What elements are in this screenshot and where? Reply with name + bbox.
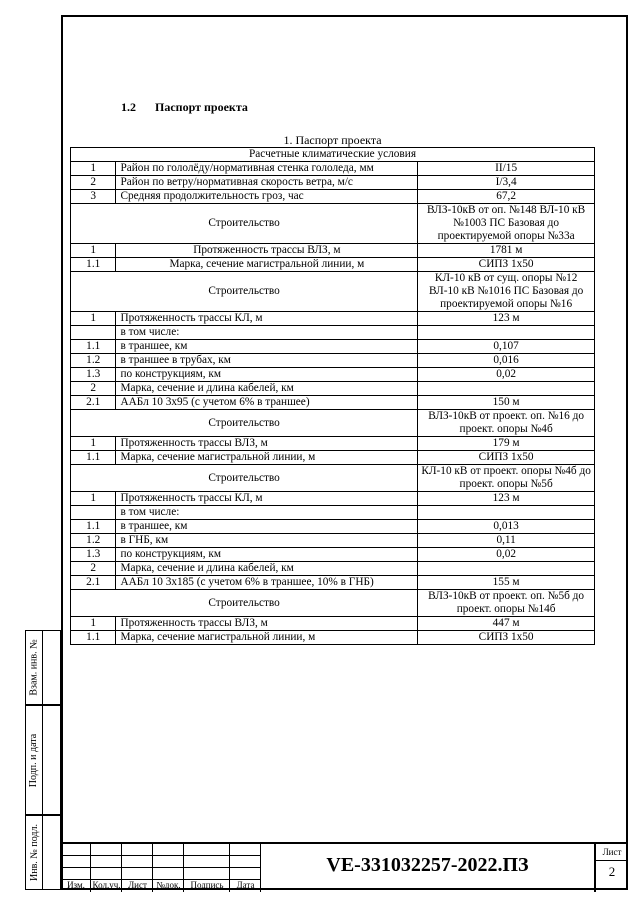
table-row bbox=[71, 162, 595, 176]
table-row bbox=[71, 258, 595, 272]
table-row bbox=[71, 382, 595, 396]
parameter-name: в ГНБ, км bbox=[116, 534, 418, 548]
parameter-value: 447 м bbox=[418, 617, 595, 631]
construction-description: КЛ-10 кВ от сущ. опоры №12 ВЛ-10 кВ №1016 ПС Базовая до проектируемой опоры №16 bbox=[418, 272, 595, 312]
row-number: 1.3 bbox=[71, 368, 116, 382]
section-heading bbox=[121, 100, 248, 115]
side-label-replacement: Взам. инв. № bbox=[28, 639, 40, 696]
stamp-header-sheet: Лист bbox=[128, 880, 147, 890]
row-number: 1 bbox=[71, 437, 116, 451]
construction-label: Строительство bbox=[71, 590, 418, 617]
parameter-name: Район по ветру/нормативная скорость ветра, м/с bbox=[116, 176, 418, 190]
table-row bbox=[71, 340, 595, 354]
sheet-box bbox=[594, 844, 628, 892]
parameter-value: 155 м bbox=[418, 576, 595, 590]
sheet-number: 2 bbox=[608, 864, 616, 879]
row-number bbox=[71, 326, 116, 340]
row-number: 2 bbox=[71, 562, 116, 576]
row-number: 1 bbox=[71, 162, 116, 176]
parameter-name: по конструкциям, км bbox=[116, 368, 418, 382]
side-box-signature bbox=[25, 705, 61, 815]
stamp-header-change: Изм. bbox=[67, 880, 85, 890]
table-row bbox=[71, 576, 595, 590]
construction-label: Строительство bbox=[71, 204, 418, 244]
table-row bbox=[71, 562, 595, 576]
parameter-name: в том числе: bbox=[116, 326, 418, 340]
construction-label: Строительство bbox=[71, 410, 418, 437]
construction-description: КЛ-10 кВ от проект. опоры №4б до проект. опоры №5б bbox=[418, 465, 595, 492]
parameter-value: 1781 м bbox=[418, 244, 595, 258]
parameter-name: в траншее, км bbox=[116, 340, 418, 354]
side-label-signature: Подп. и дата bbox=[28, 733, 40, 787]
stamp-header-date: Дата bbox=[236, 880, 255, 890]
parameter-name: в траншее, км bbox=[116, 520, 418, 534]
parameter-value: I/3,4 bbox=[418, 176, 595, 190]
title-block bbox=[61, 842, 628, 892]
row-number: 2 bbox=[71, 382, 116, 396]
table-row bbox=[71, 506, 595, 520]
parameter-value: СИПЗ 1х50 bbox=[418, 258, 595, 272]
table-row bbox=[71, 451, 595, 465]
section-number: 1.2 bbox=[121, 100, 136, 114]
table-row bbox=[71, 631, 595, 645]
side-box-original bbox=[25, 815, 61, 890]
row-number: 1.3 bbox=[71, 548, 116, 562]
row-number: 1.1 bbox=[71, 631, 116, 645]
table-row bbox=[71, 312, 595, 326]
section-title: Паспорт проекта bbox=[155, 100, 248, 114]
row-number: 1 bbox=[71, 492, 116, 506]
parameter-name: Марка, сечение и длина кабелей, км bbox=[116, 562, 418, 576]
side-box-replacement bbox=[25, 630, 61, 705]
construction-label: Строительство bbox=[71, 272, 418, 312]
parameter-value bbox=[418, 506, 595, 520]
table-row bbox=[71, 590, 595, 617]
stamp-header-count: Кол.уч. bbox=[92, 880, 121, 890]
table-row bbox=[71, 465, 595, 492]
passport-table bbox=[70, 147, 595, 645]
parameter-name: в траншее в трубах, км bbox=[116, 354, 418, 368]
row-number: 1 bbox=[71, 244, 116, 258]
stamp-header-signature: Подпись bbox=[190, 880, 224, 890]
parameter-value: 123 м bbox=[418, 492, 595, 506]
parameter-value: СИПЗ 1х50 bbox=[418, 631, 595, 645]
parameter-name: Марка, сечение магистральной линии, м bbox=[116, 258, 418, 272]
table-row bbox=[71, 244, 595, 258]
sheet-label: Лист bbox=[596, 847, 628, 861]
parameter-name: Район по гололёду/нормативная стенка гололеда, мм bbox=[116, 162, 418, 176]
table-row bbox=[71, 190, 595, 204]
parameter-name: Протяженность трассы КЛ, м bbox=[116, 492, 418, 506]
table-row bbox=[71, 354, 595, 368]
parameter-value: СИПЗ 1х50 bbox=[418, 451, 595, 465]
parameter-value: 0,02 bbox=[418, 368, 595, 382]
document-code: VE-331032257-2022.ПЗ bbox=[326, 854, 529, 876]
parameter-name: Протяженность трассы ВЛЗ, м bbox=[116, 617, 418, 631]
row-number: 1.1 bbox=[71, 520, 116, 534]
parameter-value: II/15 bbox=[418, 162, 595, 176]
row-number: 1.1 bbox=[71, 451, 116, 465]
row-number: 1 bbox=[71, 617, 116, 631]
parameter-value bbox=[418, 382, 595, 396]
table-caption: 1. Паспорт проекта bbox=[283, 133, 382, 147]
row-number: 2.1 bbox=[71, 576, 116, 590]
parameter-name: Марка, сечение и длина кабелей, км bbox=[116, 382, 418, 396]
parameter-name: ААБл 10 3х185 (с учетом 6% в траншее, 10% в ГНБ) bbox=[116, 576, 418, 590]
row-number: 2 bbox=[71, 176, 116, 190]
parameter-value: 0,02 bbox=[418, 548, 595, 562]
parameter-value: 0,11 bbox=[418, 534, 595, 548]
row-number: 1.1 bbox=[71, 258, 116, 272]
table-row bbox=[71, 410, 595, 437]
row-number: 3 bbox=[71, 190, 116, 204]
table-row bbox=[71, 176, 595, 190]
parameter-value: 0,016 bbox=[418, 354, 595, 368]
parameter-value: 0,013 bbox=[418, 520, 595, 534]
table-row bbox=[71, 272, 595, 312]
table-row bbox=[71, 534, 595, 548]
parameter-value: 0,107 bbox=[418, 340, 595, 354]
parameter-value: 123 м bbox=[418, 312, 595, 326]
parameter-name: Марка, сечение магистральной линии, м bbox=[116, 631, 418, 645]
construction-description: ВЛЗ-10кВ от проект. оп. №5б до проект. опоры №14б bbox=[418, 590, 595, 617]
parameter-name: в том числе: bbox=[116, 506, 418, 520]
parameter-name: Марка, сечение магистральной линии, м bbox=[116, 451, 418, 465]
table-row bbox=[71, 204, 595, 244]
table-row bbox=[71, 368, 595, 382]
parameter-value: 179 м bbox=[418, 437, 595, 451]
construction-description: ВЛЗ-10кВ от оп. №148 ВЛ-10 кВ №1003 ПС Базовая до проектируемой опоры №33а bbox=[418, 204, 595, 244]
parameter-name: Протяженность трассы ВЛЗ, м bbox=[116, 437, 418, 451]
parameter-value: 150 м bbox=[418, 396, 595, 410]
table-row bbox=[71, 520, 595, 534]
table-group-heading: Расчетные климатические условия bbox=[71, 148, 595, 162]
row-number: 1 bbox=[71, 312, 116, 326]
row-number bbox=[71, 506, 116, 520]
table-row bbox=[71, 148, 595, 162]
stamp-header-docnum: №док. bbox=[156, 880, 181, 890]
table-row bbox=[71, 617, 595, 631]
construction-label: Строительство bbox=[71, 465, 418, 492]
row-number: 1.2 bbox=[71, 354, 116, 368]
side-label-original: Инв. № подл. bbox=[28, 824, 40, 881]
row-number: 1.1 bbox=[71, 340, 116, 354]
table-row bbox=[71, 492, 595, 506]
table-row bbox=[71, 326, 595, 340]
table-row bbox=[71, 396, 595, 410]
parameter-name: Протяженность трассы КЛ, м bbox=[116, 312, 418, 326]
table-row bbox=[71, 437, 595, 451]
parameter-value: 67,2 bbox=[418, 190, 595, 204]
row-number: 1.2 bbox=[71, 534, 116, 548]
parameter-name: по конструкциям, км bbox=[116, 548, 418, 562]
table-row bbox=[71, 548, 595, 562]
construction-description: ВЛЗ-10кВ от проект. оп. №16 до проект. опоры №4б bbox=[418, 410, 595, 437]
parameter-value bbox=[418, 562, 595, 576]
parameter-value bbox=[418, 326, 595, 340]
parameter-name: ААБл 10 3х95 (с учетом 6% в траншее) bbox=[116, 396, 418, 410]
row-number: 2.1 bbox=[71, 396, 116, 410]
parameter-name: Протяженность трассы ВЛЗ, м bbox=[116, 244, 418, 258]
parameter-name: Средняя продолжительность гроз, час bbox=[116, 190, 418, 204]
